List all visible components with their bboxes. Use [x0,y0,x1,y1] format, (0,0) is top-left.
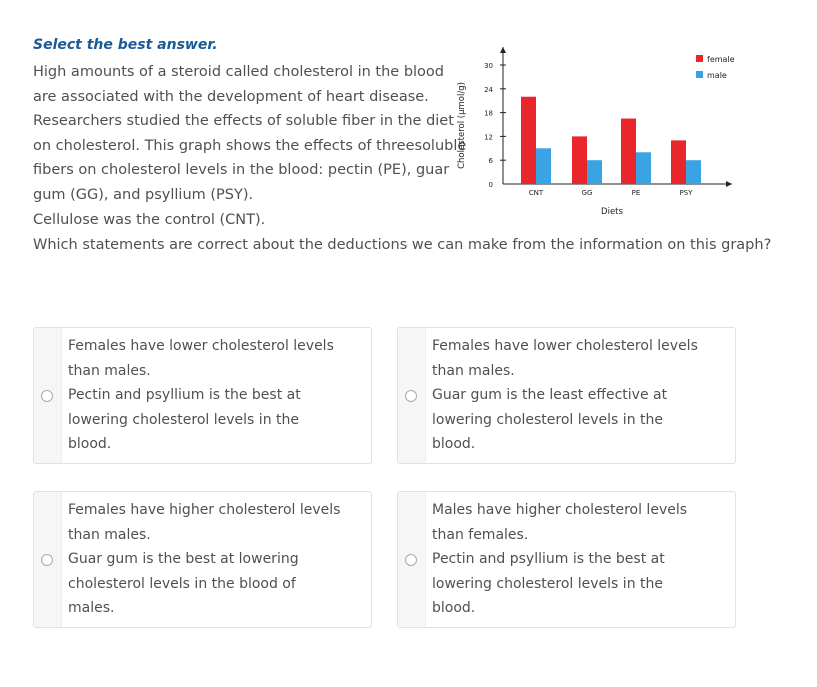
y-tick-label: 12 [484,133,493,142]
bar-male-gg [587,160,602,184]
answer-option-2[interactable] [397,327,736,464]
y-axis-arrow [500,47,506,53]
option-line: blood. [432,600,476,616]
chart-svg [450,35,750,225]
legend-label-male: male [707,71,727,80]
y-tick-label: 24 [484,85,493,94]
bar-female-cnt [521,97,536,184]
legend-swatch-female [696,55,703,62]
x-tick-label: PE [631,189,641,197]
answer-option-4[interactable] [397,491,736,628]
option-line: Guar gum is the least effective at [432,387,668,403]
option-text [68,498,368,621]
radio-button[interactable] [405,554,417,566]
option-line: lowering cholesterol levels in the [432,411,663,428]
legend-label-female: female [707,55,735,64]
option-text [432,498,732,621]
y-axis-label: Cholesterol (μmol/g) [457,82,467,169]
stem-line: gum (GG), and psyllium (PSY). [33,186,254,203]
y-tick-label: 6 [488,157,493,166]
stem-line: fibers on cholesterol levels in the blood: pectin (PE), guar [33,162,450,179]
legend-swatch-male [696,71,703,78]
y-tick-label: 30 [484,62,493,70]
answer-option-1[interactable] [33,327,372,464]
option-line: Females have lower cholesterol levels [68,338,334,354]
stem-line: High amounts of a steroid called cholesterol in the blood [33,64,444,80]
x-axis-label: Diets [601,207,623,217]
radio-button[interactable] [41,554,53,566]
bar-male-psy [686,160,701,184]
answer-option-3[interactable] [33,491,372,628]
bar-female-psy [671,140,686,184]
stem-line: are associated with the development of heart disease. [33,88,429,105]
option-line: Pectin and psyllium is the best at [68,387,301,403]
question-prompt: Which statements are correct about the deductions we can make from the information on this graph? [33,237,772,253]
x-tick-label: CNT [528,189,544,197]
option-line: than males. [68,362,151,379]
bar-female-gg [572,136,587,184]
x-tick-label: PSY [679,189,693,197]
x-axis-arrow [726,181,732,187]
stem-line: Researchers studied the effects of soluble fiber in the diet [33,113,454,130]
option-line: lowering cholesterol levels in the [68,411,299,428]
radio-button[interactable] [405,390,417,402]
bar-female-pe [621,119,636,184]
y-tick-label: 18 [484,109,493,118]
cholesterol-bar-chart [450,35,750,229]
instruction-heading: Select the best answer. [33,37,218,53]
option-line: blood. [432,436,476,452]
option-line: blood. [68,436,112,452]
option-line: Pectin and psyllium is the best at [432,551,665,567]
option-line: than males. [432,362,515,379]
radio-button[interactable] [41,390,53,402]
y-tick-label: 0 [488,181,493,189]
stem-line: Cellulose was the control (CNT). [33,211,266,228]
option-line: cholesterol levels in the blood of [68,575,296,592]
option-line: Males have higher cholesterol levels [432,502,688,518]
bar-male-pe [636,152,651,184]
stem-line: on cholesterol. This graph shows the effects of threesoluble [33,137,467,154]
bar-male-cnt [536,148,551,184]
option-line: Females have lower cholesterol levels [432,338,698,354]
option-line: lowering cholesterol levels in the [432,575,663,592]
option-line: Females have higher cholesterol levels [68,502,341,518]
option-text [68,334,368,457]
option-line: than females. [432,526,529,543]
option-line: Guar gum is the best at lowering [68,551,299,567]
option-line: males. [68,600,115,616]
x-tick-label: GG [581,189,593,197]
option-text [432,334,732,457]
option-line: than males. [68,526,151,543]
